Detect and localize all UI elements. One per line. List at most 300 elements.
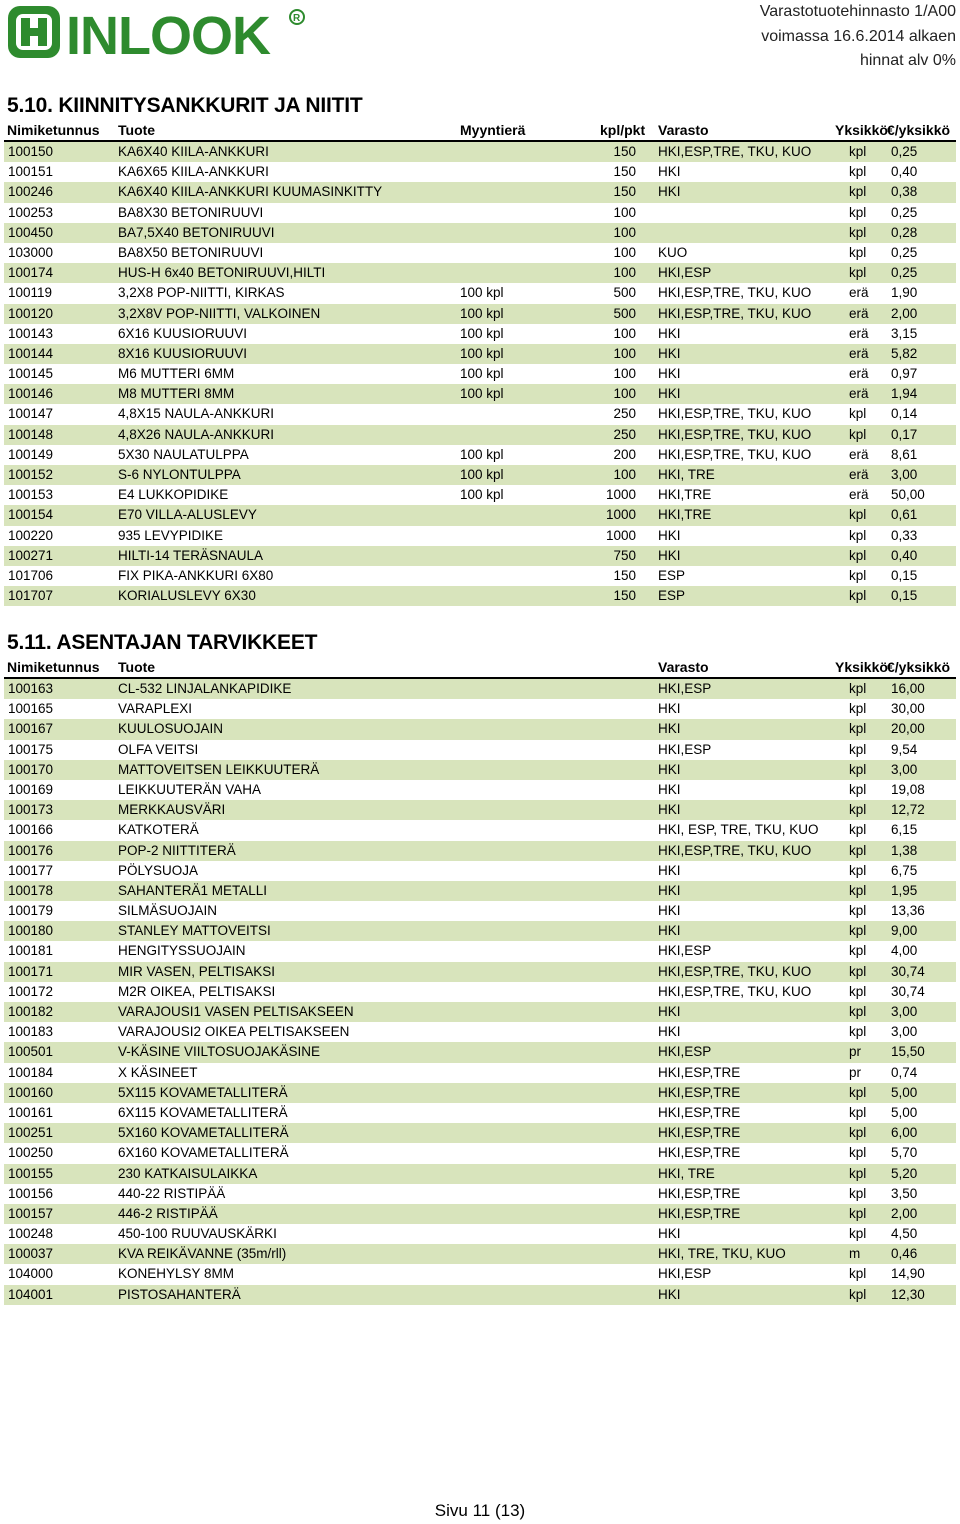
col-header-id: Nimiketunnus [7, 122, 100, 138]
cell-price: 5,00 [891, 1084, 918, 1100]
cell-id: 100150 [8, 144, 54, 159]
cell-price: 12,30 [891, 1286, 925, 1302]
cell-id: 101707 [8, 588, 54, 604]
cell-id: 100165 [8, 701, 54, 717]
cell-name: PÖLYSUOJA [118, 862, 199, 878]
cell-price: 0,25 [891, 265, 918, 281]
cell-id: 100149 [8, 446, 54, 462]
table-row [4, 901, 956, 921]
cell-id: 100146 [8, 386, 54, 402]
table-row [4, 1063, 956, 1083]
cell-price: 30,00 [891, 701, 925, 717]
header-vat-note: hinnat alv 0% [859, 52, 956, 69]
table-row [4, 719, 956, 739]
cell-store: HKI,ESP,TRE, TKU, KUO [658, 305, 812, 321]
column-header-row [0, 120, 960, 140]
table-row [4, 546, 956, 566]
cell-store: HKI, TRE [658, 1165, 715, 1181]
table-row [4, 1083, 956, 1103]
cell-price: 0,15 [891, 567, 918, 583]
cell-unit: kpl [849, 547, 867, 563]
table-row [4, 142, 956, 162]
cell-store: HKI [658, 386, 681, 402]
cell-name: 230 KATKAISULAIKKA [118, 1165, 258, 1181]
cell-unit: kpl [849, 903, 867, 919]
table-row [4, 881, 956, 901]
table-row [4, 344, 956, 364]
table-row [4, 1002, 956, 1022]
col-header-store: Varasto [658, 659, 709, 675]
cell-name: 6X16 KUUSIORUUVI [118, 325, 248, 341]
cell-unit: kpl [849, 1125, 867, 1141]
col-header-unit: Yksikkö [835, 122, 888, 138]
cell-store: HKI,ESP [658, 265, 712, 281]
cell-unit: kpl [849, 802, 867, 818]
cell-price: 16,00 [891, 681, 925, 696]
inlook-logo [6, 4, 306, 62]
cell-name: 3,2X8V POP-NIITTI, VALKOINEN [118, 305, 321, 321]
cell-unit: kpl [849, 963, 867, 979]
cell-price: 3,00 [891, 1024, 918, 1040]
table-row [4, 384, 956, 404]
product-table-installer-supplies [4, 679, 956, 1305]
section-title-installer-supplies: 5.11. ASENTAJAN TARVIKKEET [7, 631, 318, 654]
cell-name: FIX PIKA-ANKKURI 6X80 [118, 567, 274, 583]
cell-name: KUULOSUOJAIN [118, 721, 224, 737]
cell-batch: 100 kpl [460, 285, 504, 301]
cell-name: PISTOSAHANTERÄ [118, 1286, 241, 1302]
cell-price: 0,14 [891, 406, 918, 422]
cell-price: 1,94 [891, 386, 918, 402]
cell-qty: 100 [613, 366, 636, 382]
cell-unit: erä [849, 386, 869, 402]
cell-price: 14,90 [891, 1266, 925, 1282]
cell-id: 100174 [8, 265, 54, 281]
cell-store: HKI [658, 1004, 681, 1019]
table-row [4, 1184, 956, 1204]
cell-price: 1,95 [891, 882, 918, 898]
cell-id: 100220 [8, 527, 54, 543]
cell-name: 450-100 RUUVAUSKÄRKI [118, 1226, 277, 1242]
table-row [4, 1224, 956, 1244]
cell-id: 104000 [8, 1266, 54, 1282]
cell-unit: erä [849, 305, 869, 321]
table-row [4, 921, 956, 941]
cell-qty: 100 [613, 224, 636, 240]
table-row [4, 243, 956, 263]
cell-qty: 150 [613, 144, 636, 159]
cell-id: 100155 [8, 1165, 54, 1181]
cell-store: HKI [658, 882, 681, 898]
cell-name: 935 LEVYPIDIKE [118, 527, 224, 543]
cell-store: HKI,ESP,TRE [658, 1125, 741, 1141]
cell-unit: kpl [849, 1104, 867, 1120]
cell-id: 100037 [8, 1246, 54, 1262]
table-row [4, 1164, 956, 1184]
cell-price: 0,40 [891, 164, 918, 180]
cell-price: 50,00 [891, 487, 925, 503]
cell-unit: kpl [849, 741, 867, 757]
cell-price: 12,72 [891, 802, 925, 818]
cell-qty: 150 [613, 164, 636, 180]
cell-qty: 150 [613, 184, 636, 200]
cell-name: 5X160 KOVAMETALLITERÄ [118, 1125, 289, 1141]
cell-store: HKI,ESP,TRE, TKU, KUO [658, 963, 812, 979]
cell-name: M2R OIKEA, PELTISAKSI [118, 983, 276, 999]
cell-name: KATKOTERÄ [118, 822, 199, 838]
cell-unit: kpl [849, 862, 867, 878]
cell-name: 3,2X8 POP-NIITTI, KIRKAS [118, 285, 285, 301]
cell-store: HKI,ESP [658, 741, 712, 757]
table-row [4, 962, 956, 982]
table-row [4, 1244, 956, 1264]
cell-store: HKI [658, 923, 681, 939]
cell-name: MATTOVEITSEN LEIKKUUTERÄ [118, 761, 320, 777]
cell-unit: kpl [849, 527, 867, 543]
cell-name: SAHANTERÄ1 METALLI [118, 882, 268, 898]
table-row [4, 404, 956, 424]
cell-unit: pr [849, 1044, 862, 1060]
cell-id: 100178 [8, 882, 54, 898]
cell-id: 100166 [8, 822, 54, 838]
cell-unit: kpl [849, 164, 867, 180]
cell-id: 100147 [8, 406, 54, 422]
cell-store: HKI [658, 1286, 681, 1302]
cell-id: 100172 [8, 983, 54, 999]
cell-qty: 250 [613, 406, 636, 422]
cell-unit: kpl [849, 567, 867, 583]
table-row [4, 841, 956, 861]
cell-unit: kpl [849, 923, 867, 939]
cell-price: 1,90 [891, 285, 918, 301]
cell-store: ESP [658, 588, 686, 604]
col-header-name: Tuote [118, 122, 156, 138]
cell-name: 440-22 RISTIPÄÄ [118, 1185, 226, 1201]
cell-store: HKI, TRE, TKU, KUO [658, 1246, 786, 1262]
cell-store: HKI [658, 547, 681, 563]
cell-id: 100248 [8, 1226, 54, 1242]
cell-price: 3,00 [891, 467, 918, 482]
table-row [4, 1103, 956, 1123]
cell-qty: 250 [613, 426, 636, 442]
cell-store: HKI,ESP,TRE [658, 1185, 741, 1201]
cell-price: 5,00 [891, 1104, 918, 1120]
cell-price: 0,17 [891, 426, 918, 442]
cell-id: 100180 [8, 923, 54, 939]
cell-price: 2,00 [891, 1205, 918, 1221]
cell-id: 100156 [8, 1185, 54, 1201]
table-row [4, 1022, 956, 1042]
table-row [4, 820, 956, 840]
col-header-name: Tuote [118, 659, 156, 675]
cell-unit: erä [849, 467, 869, 482]
cell-id: 103000 [8, 244, 54, 260]
col-header-price: €/yksikkö [887, 659, 951, 675]
cell-batch: 100 kpl [460, 467, 504, 482]
col-header-batch: Myyntierä [460, 122, 526, 138]
cell-name: HUS-H 6x40 BETONIRUUVI,HILTI [118, 265, 326, 281]
cell-price: 8,61 [891, 446, 918, 462]
table-row [4, 740, 956, 760]
cell-id: 100145 [8, 366, 54, 382]
cell-unit: kpl [849, 244, 867, 260]
cell-id: 100169 [8, 781, 54, 797]
cell-price: 6,00 [891, 1125, 918, 1141]
cell-id: 100176 [8, 842, 54, 858]
cell-price: 2,00 [891, 305, 918, 321]
cell-store: HKI, TRE [658, 467, 715, 482]
svg-text:R: R [293, 13, 301, 24]
cell-store: HKI,ESP,TRE, TKU, KUO [658, 446, 812, 462]
cell-batch: 100 kpl [460, 386, 504, 402]
cell-qty: 750 [613, 547, 636, 563]
col-header-unit: Yksikkö [835, 659, 888, 675]
cell-qty: 1000 [605, 527, 636, 543]
cell-qty: 200 [613, 446, 636, 462]
cell-price: 0,25 [891, 204, 918, 220]
cell-price: 5,70 [891, 1145, 918, 1161]
cell-batch: 100 kpl [460, 446, 504, 462]
cell-price: 0,28 [891, 224, 918, 240]
cell-id: 100160 [8, 1084, 54, 1100]
cell-unit: kpl [849, 1145, 867, 1161]
cell-id: 100184 [8, 1064, 54, 1080]
cell-store: HKI [658, 184, 681, 200]
cell-price: 0,33 [891, 527, 918, 543]
cell-price: 13,36 [891, 903, 925, 919]
table-row [4, 800, 956, 820]
cell-batch: 100 kpl [460, 366, 504, 382]
col-header-id: Nimiketunnus [7, 659, 100, 675]
cell-id: 100119 [8, 285, 53, 301]
cell-store: HKI [658, 862, 681, 878]
col-header-price: €/yksikkö [887, 122, 951, 138]
cell-store: HKI,TRE [658, 507, 712, 523]
table-row [4, 182, 956, 202]
cell-store: HKI,ESP [658, 1266, 712, 1282]
table-row [4, 586, 956, 606]
cell-batch: 100 kpl [460, 325, 504, 341]
cell-id: 100246 [8, 184, 54, 200]
cell-unit: kpl [849, 265, 867, 281]
cell-qty: 100 [613, 265, 636, 281]
cell-batch: 100 kpl [460, 305, 504, 321]
cell-id: 100143 [8, 325, 54, 341]
cell-store: HKI [658, 802, 681, 818]
cell-store: HKI, ESP, TRE, TKU, KUO [658, 822, 819, 838]
cell-qty: 100 [613, 325, 636, 341]
cell-store: HKI [658, 527, 681, 543]
cell-unit: kpl [849, 184, 867, 200]
cell-unit: kpl [849, 983, 867, 999]
table-row [4, 982, 956, 1002]
cell-price: 20,00 [891, 721, 925, 737]
cell-store: ESP [658, 567, 686, 583]
cell-name: KONEHYLSY 8MM [118, 1266, 235, 1282]
table-row [4, 223, 956, 243]
section-title-anchors: 5.10. KIINNITYSANKKURIT JA NIITIT [7, 94, 363, 117]
cell-name: KA6X65 KIILA-ANKKURI [118, 164, 269, 180]
cell-unit: kpl [849, 842, 867, 858]
cell-qty: 100 [613, 345, 636, 361]
table-row [4, 364, 956, 384]
cell-name: 8X16 KUUSIORUUVI [118, 345, 248, 361]
column-header-row [0, 657, 960, 677]
table-row [4, 1204, 956, 1224]
cell-unit: kpl [849, 1266, 867, 1282]
cell-store: HKI [658, 345, 681, 361]
cell-id: 100171 [8, 963, 54, 979]
cell-id: 100251 [8, 1125, 54, 1141]
cell-price: 3,00 [891, 1004, 918, 1019]
cell-price: 9,00 [891, 923, 918, 939]
cell-id: 100271 [8, 547, 54, 563]
cell-name: E70 VILLA-ALUSLEVY [118, 507, 257, 523]
cell-id: 100253 [8, 204, 54, 220]
cell-price: 6,75 [891, 862, 918, 878]
cell-unit: kpl [849, 943, 867, 959]
cell-store: HKI [658, 701, 681, 717]
table-row [4, 465, 956, 485]
cell-name: V-KÄSINE VIILTOSUOJAKÄSINE [118, 1044, 321, 1060]
cell-name: 4,8X15 NAULA-ANKKURI [118, 406, 275, 422]
cell-price: 0,15 [891, 588, 918, 604]
table-row [4, 485, 956, 505]
cell-price: 0,25 [891, 244, 918, 260]
document-header [760, 0, 956, 74]
cell-unit: kpl [849, 1004, 867, 1019]
cell-name: HENGITYSSUOJAIN [118, 943, 246, 959]
cell-store: HKI [658, 164, 681, 180]
table-row [4, 1285, 956, 1305]
cell-id: 100175 [8, 741, 54, 757]
cell-price: 6,15 [891, 822, 918, 838]
cell-name: VARAJOUSI1 VASEN PELTISAKSEEN [118, 1004, 354, 1019]
table-row [4, 1042, 956, 1062]
cell-name: KA6X40 KIILA-ANKKURI [118, 144, 269, 159]
cell-id: 100144 [8, 345, 54, 361]
cell-id: 101706 [8, 567, 54, 583]
cell-id: 100179 [8, 903, 54, 919]
cell-unit: m [849, 1246, 861, 1262]
svg-text:INLOOK: INLOOK [66, 6, 270, 62]
cell-price: 0,97 [891, 366, 918, 382]
cell-price: 1,38 [891, 842, 918, 858]
header-title: Varastotuotehinnasto 1/A00 [759, 3, 956, 20]
table-row [4, 1123, 956, 1143]
cell-price: 3,00 [891, 761, 918, 777]
cell-unit: erä [849, 285, 869, 301]
cell-name: VARAPLEXI [118, 701, 193, 717]
cell-unit: kpl [849, 507, 867, 523]
cell-batch: 100 kpl [460, 487, 504, 503]
cell-name: X KÄSINEET [118, 1064, 198, 1080]
cell-price: 3,50 [891, 1185, 918, 1201]
cell-id: 100163 [8, 681, 54, 696]
cell-store: HKI,ESP,TRE, TKU, KUO [658, 144, 812, 159]
table-row [4, 1143, 956, 1163]
cell-unit: kpl [849, 224, 867, 240]
cell-name: M6 MUTTERI 6MM [118, 366, 235, 382]
cell-price: 30,74 [891, 963, 925, 979]
cell-price: 0,46 [891, 1246, 918, 1262]
cell-name: 5X30 NAULATULPPA [118, 446, 249, 462]
cell-store: HKI,ESP,TRE [658, 1084, 741, 1100]
cell-store: KUO [658, 244, 688, 260]
cell-id: 100177 [8, 862, 54, 878]
cell-id: 100151 [8, 164, 54, 180]
cell-unit: kpl [849, 701, 867, 717]
page-number: Sivu 11 (13) [434, 1501, 526, 1520]
cell-price: 4,00 [891, 943, 918, 959]
cell-id: 100161 [8, 1104, 54, 1120]
cell-unit: kpl [849, 1205, 867, 1221]
cell-name: 6X160 KOVAMETALLITERÄ [118, 1145, 289, 1161]
cell-qty: 150 [613, 588, 636, 604]
cell-store: HKI,ESP,TRE, TKU, KUO [658, 983, 812, 999]
cell-store: HKI,ESP,TRE [658, 1104, 741, 1120]
cell-id: 104001 [8, 1286, 54, 1302]
cell-id: 100181 [8, 943, 54, 959]
cell-store: HKI [658, 325, 681, 341]
cell-store: HKI [658, 903, 681, 919]
product-table-anchors [4, 142, 956, 606]
cell-unit: kpl [849, 1024, 867, 1040]
cell-unit: erä [849, 487, 869, 503]
cell-store: HKI [658, 761, 681, 777]
table-row [4, 203, 956, 223]
cell-id: 100182 [8, 1004, 54, 1019]
cell-store: HKI,ESP,TRE, TKU, KUO [658, 842, 812, 858]
cell-qty: 100 [613, 467, 636, 482]
cell-id: 100501 [8, 1044, 54, 1060]
cell-price: 19,08 [891, 781, 925, 797]
cell-id: 100154 [8, 507, 54, 523]
cell-id: 100183 [8, 1024, 54, 1040]
cell-name: VARAJOUSI2 OIKEA PELTISAKSEEN [118, 1024, 350, 1040]
cell-id: 100120 [8, 305, 54, 321]
cell-id: 100450 [8, 224, 54, 240]
cell-batch: 100 kpl [460, 345, 504, 361]
cell-name: 446-2 RISTIPÄÄ [118, 1205, 218, 1221]
cell-qty: 100 [613, 244, 636, 260]
cell-qty: 100 [613, 386, 636, 402]
cell-name: SILMÄSUOJAIN [118, 903, 218, 919]
cell-unit: erä [849, 446, 869, 462]
cell-name: LEIKKUUTERÄN VAHA [118, 781, 262, 797]
cell-name: M8 MUTTERI 8MM [118, 386, 235, 402]
cell-store: HKI,ESP,TRE, TKU, KUO [658, 406, 812, 422]
cell-unit: erä [849, 325, 869, 341]
cell-unit: pr [849, 1064, 862, 1080]
cell-store: HKI [658, 1024, 681, 1040]
cell-unit: kpl [849, 204, 867, 220]
cell-store: HKI,ESP [658, 681, 712, 696]
table-row [4, 699, 956, 719]
cell-unit: kpl [849, 882, 867, 898]
cell-name: MERKKAUSVÄRI [118, 802, 226, 818]
cell-price: 9,54 [891, 741, 918, 757]
cell-name: BA7,5X40 BETONIRUUVI [118, 224, 275, 240]
cell-unit: kpl [849, 721, 867, 737]
cell-name: 5X115 KOVAMETALLITERÄ [118, 1084, 288, 1100]
cell-unit: erä [849, 366, 869, 382]
cell-unit: kpl [849, 1185, 867, 1201]
cell-store: HKI [658, 1226, 681, 1242]
cell-price: 0,25 [891, 144, 918, 159]
cell-price: 0,38 [891, 184, 918, 200]
table-row [4, 526, 956, 546]
